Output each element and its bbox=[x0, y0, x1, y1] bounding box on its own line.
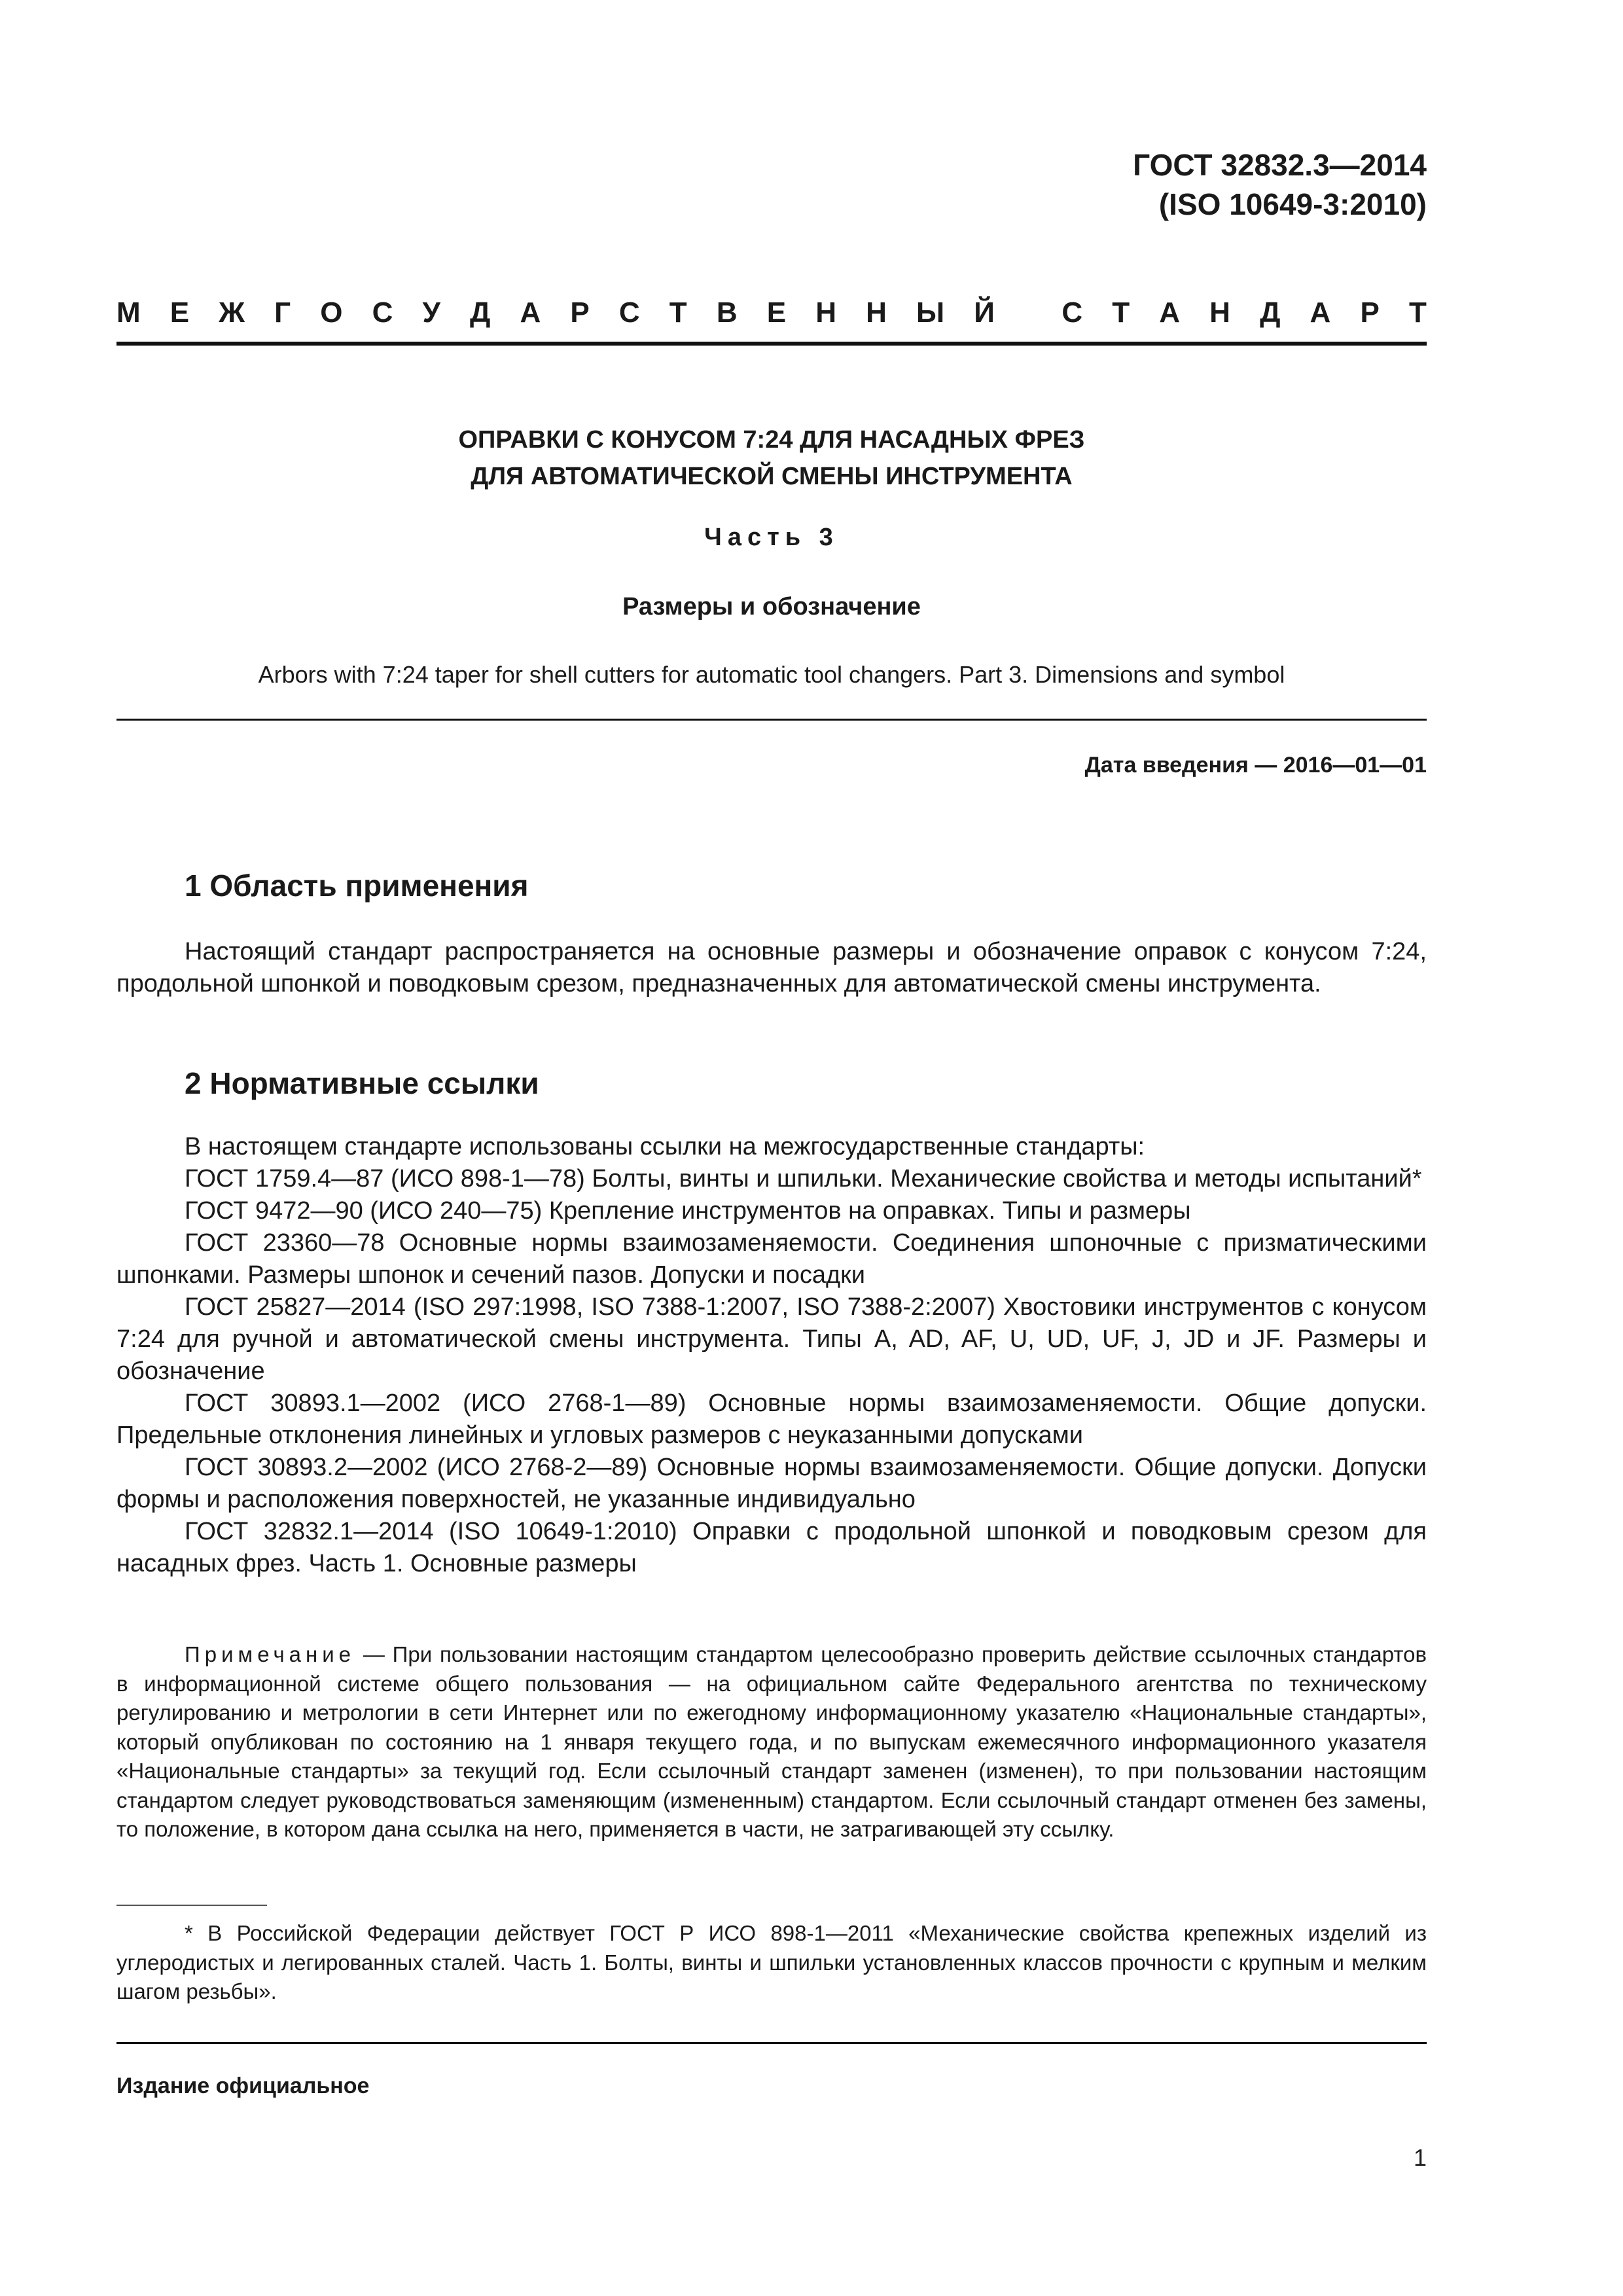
section-1-heading: 1 Область применения bbox=[185, 869, 529, 903]
interstate-standard-banner bbox=[116, 293, 1427, 332]
banner-rule bbox=[116, 342, 1427, 346]
english-title: Arbors with 7:24 taper for shell cutters for automatic tool changers. Part 3. Dimensions and symbol bbox=[258, 661, 1285, 688]
title-line-1: ОПРАВКИ С КОНУСОМ 7:24 ДЛЯ НАСАДНЫХ ФРЕЗ bbox=[458, 426, 1085, 454]
banner-letter: Т bbox=[669, 296, 687, 329]
banner-letter: А bbox=[520, 296, 541, 329]
gost-number: ГОСТ 32832.3—2014 bbox=[1133, 148, 1427, 182]
banner-letter: Н bbox=[815, 296, 836, 329]
note-text: — При пользовании настоящим стандартом целесообразно проверить действие ссылочных стандартов в информационной системе общего пользования — на официальном сайте Федерального агентства по техническому регулированию и метрологии в сети Интернет или по ежегодному информационному указателю «Национальные стандарты», который опубликован по состоянию на 1 января текущего года, и по выпускам ежемесячного информационного указателя «Национальные стандарты» за текущий год. Если ссылочный стандарт заменен (изменен), то при пользовании настоящим стандартом следует руководствоваться заменяющим (измененным) стандартом. Если ссылочный стандарт отменен без замены, то положение, в котором дана ссылка на него, применяется в части, не затрагивающей эту ссылку. bbox=[116, 1642, 1427, 1841]
official-edition-label: Издание официальное bbox=[116, 2073, 370, 2098]
gost-designation bbox=[1133, 145, 1427, 224]
banner-gap bbox=[1024, 293, 1032, 332]
note-block bbox=[116, 1640, 1427, 1844]
banner-letter: С bbox=[1061, 296, 1083, 329]
note-label: Примечание bbox=[185, 1642, 356, 1666]
banner-letter: У bbox=[422, 296, 440, 329]
banner-letter: Е bbox=[169, 296, 190, 329]
banner-letter: М bbox=[116, 296, 141, 329]
part-label: Часть 3 bbox=[704, 524, 839, 551]
banner-letter: А bbox=[1159, 296, 1181, 329]
banner-letter: Г bbox=[274, 296, 291, 329]
iso-number: (ISO 10649-3:2010) bbox=[1158, 187, 1427, 221]
reference-item: ГОСТ 23360—78 Основные нормы взаимозаменяемости. Соединения шпоночные с призматическими шпонками. Размеры шпонок и сечений пазов. Допуски и посадки bbox=[116, 1229, 1427, 1289]
references-list bbox=[116, 1131, 1427, 1580]
banner-letter: Й bbox=[974, 296, 995, 329]
banner-letter: Ж bbox=[219, 296, 245, 329]
section-1-text: Настоящий стандарт распространяется на основные размеры и обозначение оправок с конусом 7:24, продольной шпонкой и поводковым срезом, предназначенных для автоматической смены инструмента. bbox=[116, 938, 1427, 997]
banner-letter: О bbox=[320, 296, 343, 329]
footer-rule bbox=[116, 2042, 1427, 2044]
banner-letter: Р bbox=[1360, 296, 1380, 329]
introduction-date: Дата введения — 2016—01—01 bbox=[1084, 753, 1427, 778]
document-title bbox=[116, 422, 1427, 495]
page-number: 1 bbox=[1413, 2144, 1427, 2171]
banner-letter: Е bbox=[766, 296, 787, 329]
reference-item: ГОСТ 1759.4—87 (ИСО 898-1—78) Болты, винты и шпильки. Механические свойства и методы испытаний* bbox=[185, 1165, 1422, 1193]
banner-letter: С bbox=[618, 296, 640, 329]
section-2-heading: 2 Нормативные ссылки bbox=[185, 1066, 539, 1100]
banner-letter: Д bbox=[1260, 296, 1281, 329]
banner-letter: Р bbox=[570, 296, 590, 329]
banner-letter: В bbox=[716, 296, 738, 329]
reference-item: ГОСТ 9472—90 (ИСО 240—75) Крепление инструментов на оправках. Типы и размеры bbox=[185, 1197, 1191, 1225]
title-line-2: ДЛЯ АВТОМАТИЧЕСКОЙ СМЕНЫ ИНСТРУМЕНТА bbox=[471, 463, 1073, 490]
document-subtitle: Размеры и обозначение bbox=[622, 593, 921, 620]
banner-letter: Н bbox=[1209, 296, 1230, 329]
reference-item: ГОСТ 32832.1—2014 (ISO 10649-1:2010) Оправки с продольной шпонкой и поводковым срезом для насадных фрез. Часть 1. Основные размеры bbox=[116, 1518, 1427, 1577]
banner-letter: Ы bbox=[916, 296, 945, 329]
title-rule bbox=[116, 719, 1427, 721]
banner-letter: Т bbox=[1408, 296, 1427, 329]
reference-item: ГОСТ 25827—2014 (ISO 297:1998, ISO 7388-1:2007, ISO 7388-2:2007) Хвостовики инструментов с конусом 7:24 для ручной и автоматической смены инструмента. Типы A, AD, AF, U, UD, UF, J, JD и JF. Размеры и обозначение bbox=[116, 1293, 1427, 1385]
footnote-rule bbox=[116, 1905, 267, 1906]
banner-letter: Н bbox=[866, 296, 887, 329]
references-intro: В настоящем стандарте использованы ссылки на межгосударственные стандарты: bbox=[185, 1133, 1145, 1160]
banner-letter: Т bbox=[1112, 296, 1130, 329]
reference-item: ГОСТ 30893.1—2002 (ИСО 2768-1—89) Основные нормы взаимозаменяемости. Общие допуски. Предельные отклонения линейных и угловых размеров с неуказанными допусками bbox=[116, 1390, 1427, 1449]
banner-letter: С bbox=[372, 296, 393, 329]
banner-letter: Д bbox=[470, 296, 491, 329]
reference-item: ГОСТ 30893.2—2002 (ИСО 2768-2—89) Основные нормы взаимозаменяемости. Общие допуски. Допуски формы и расположения поверхностей, не указанные индивидуально bbox=[116, 1454, 1427, 1513]
banner-letter: А bbox=[1310, 296, 1331, 329]
footnote: * В Российской Федерации действует ГОСТ Р ИСО 898-1—2011 «Механические свойства крепежных изделий из углеродистых и легированных сталей. Часть 1. Болты, винты и шпильки установленных классов прочности с крупным и мелким шагом резьбы». bbox=[116, 1921, 1427, 2003]
